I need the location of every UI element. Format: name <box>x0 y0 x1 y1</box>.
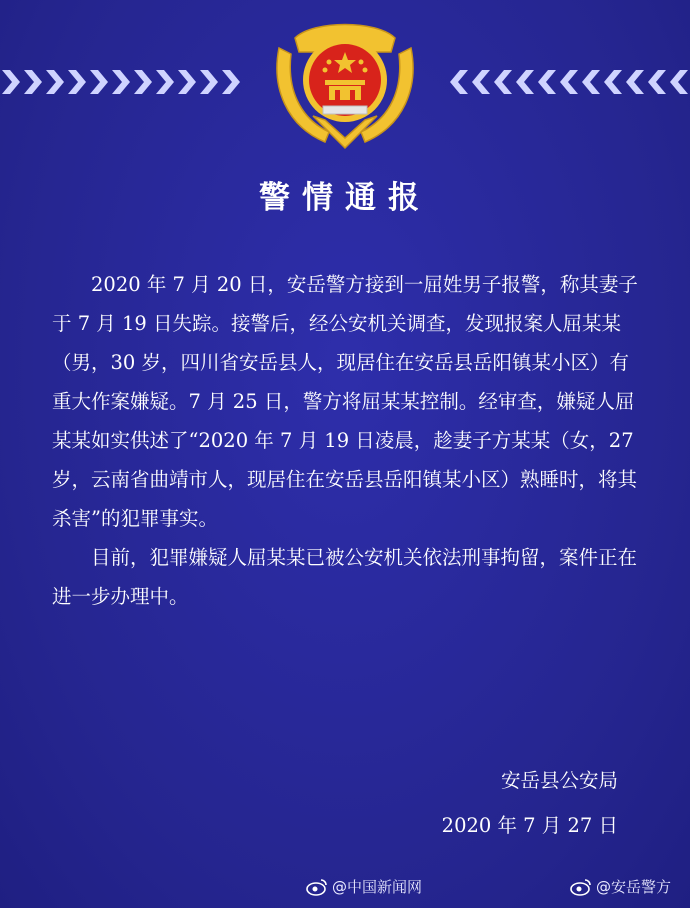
chevron-icon <box>198 70 218 94</box>
chevron-icon <box>88 70 108 94</box>
chevron-icon <box>538 70 558 94</box>
chevron-icon <box>132 70 152 94</box>
notice-title: 警情通报 <box>259 180 431 216</box>
chevron-row-right <box>450 70 690 94</box>
notice-body <box>52 265 642 616</box>
paragraph-2: 目前，犯罪嫌疑人屈某某已被公安机关依法刑事拘留，案件正在进一步办理中。 <box>52 546 638 608</box>
chevron-icon <box>176 70 196 94</box>
watermark-chinanews <box>306 876 422 897</box>
weibo-icon <box>306 878 328 896</box>
weibo-icon <box>570 878 592 896</box>
watermark-anyue-police <box>570 876 671 897</box>
chevron-row-left <box>0 70 240 94</box>
chevron-icon <box>604 70 624 94</box>
chevron-icon <box>44 70 64 94</box>
chevron-icon <box>0 70 20 94</box>
chevron-icon <box>648 70 668 94</box>
chevron-icon <box>66 70 86 94</box>
paragraph-1: 2020 年 7 月 20 日，安岳警方接到一屈姓男子报警，称其妻子于 7 月 19 日失踪。接警后，经公安机关调查，发现报案人屈某某（男，30 岁，四川省安岳县人，现居住在安岳县岳阳镇某小区）有重大作案嫌疑。7 月 25 日，警方将屈某某控制。经审查，嫌疑人屈某某如实供述了“2020 年 7 月 19 日凌晨，趁妻子方某某（女，27 岁，云南省曲靖市人，现居住在安岳县岳阳镇某小区）熟睡时，将其杀害”的犯罪事实。 <box>52 273 638 530</box>
chevron-icon <box>450 70 470 94</box>
issue-date: 2020 年 7 月 27 日 <box>441 814 618 837</box>
police-emblem-icon <box>265 8 425 158</box>
signature-block <box>442 758 618 848</box>
chevron-icon <box>582 70 602 94</box>
chevron-icon <box>154 70 174 94</box>
chevron-icon <box>670 70 690 94</box>
chevron-icon <box>220 70 240 94</box>
chevron-icon <box>494 70 514 94</box>
chevron-icon <box>22 70 42 94</box>
issuing-organization: 安岳县公安局 <box>500 769 618 792</box>
chevron-icon <box>516 70 536 94</box>
watermark-text: @中国新闻网 <box>332 878 423 896</box>
watermark-text: @安岳警方 <box>596 878 672 896</box>
chevron-icon <box>110 70 130 94</box>
chevron-icon <box>560 70 580 94</box>
chevron-icon <box>472 70 492 94</box>
chevron-icon <box>626 70 646 94</box>
